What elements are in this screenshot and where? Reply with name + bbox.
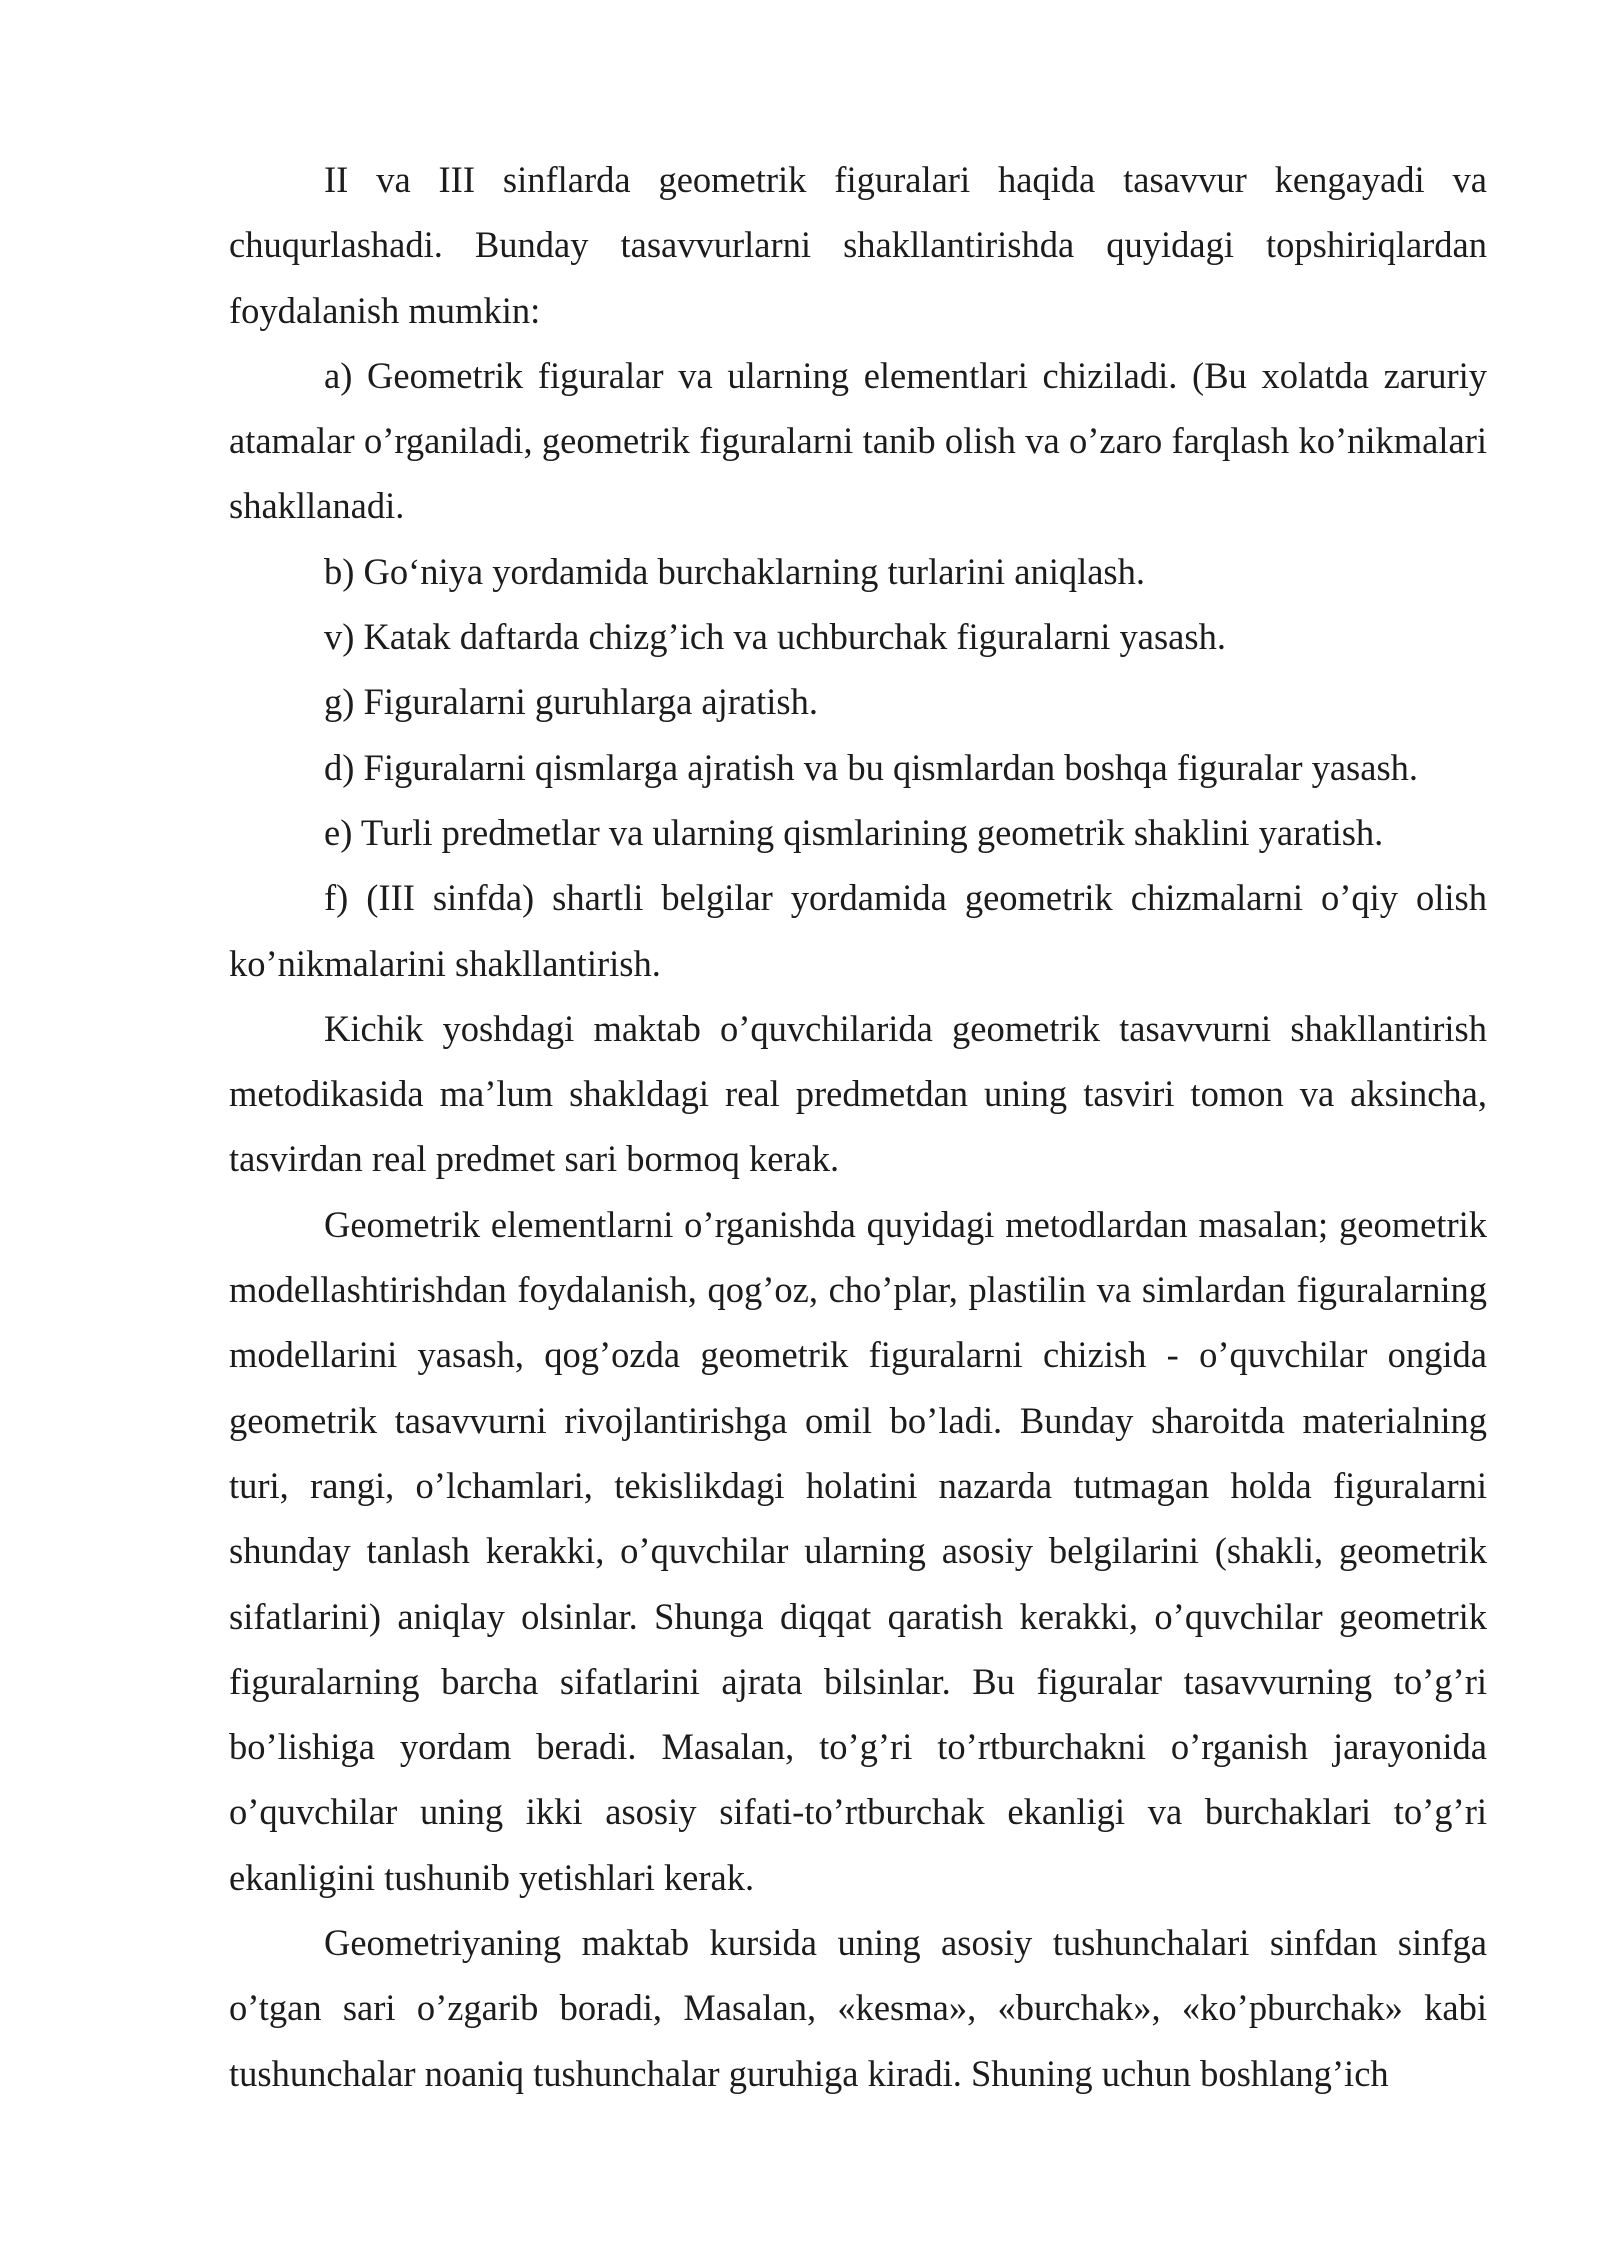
list-item-e: e) Turli predmetlar va ularning qismlarining geometrik shaklini yaratish. <box>324 811 1384 853</box>
paragraph-school-course: Geometriyaning maktab kursida uning asosiy tushunchalari sinfdan sinfga o’tgan sari o’zgarib boradi, Masalan, «kesma», «burchak», «ko’pburchak» kabi tushunchalar noaniq tushunchalar guruhiga kiradi. Shuning uchun boshlang’ich <box>229 1922 1487 2094</box>
list-item-a: a) Geometrik figuralar va ularning elementlari chiziladi. (Bu xolatda zaruriy atamalar o’rganiladi, geometrik figuralarni tanib olish va o’zaro farqlash ko’nikmalari shakllanadi. <box>229 354 1487 527</box>
list-item-v: v) Katak daftarda chizg’ich va uchburchak figuralarni yasash. <box>324 616 1226 658</box>
list-item-d: d) Figuralarni qismlarga ajratish va bu qismlardan boshqa figuralar yasash. <box>324 746 1419 788</box>
list-item-g: g) Figuralarni guruhlarga ajratish. <box>324 681 818 723</box>
list-item-b: b) Go‘niya yordamida burchaklarning turlarini aniqlash. <box>324 550 1146 592</box>
paragraph-geometric-elements: Geometrik elementlarni o’rganishda quyidagi metodlardan masalan; geometrik modellashtirishdan foydalanish, qog’oz, cho’plar, plastilin va simlardan figuralarning modellarini yasash, qog’ozda geometrik figuralarni chizish - o’quvchilar ongida geometrik tasavvurni rivojlantirishga omil bo’ladi. Bunday sharoitda materialning turi, rangi, o’lchamlari, tekislikdagi holatini nazarda tutmagan holda figuralarni shunday tanlash kerakki, o’quvchilar ularning asosiy belgilarini (shakli, geometrik sifatlarini) aniqlay olsinlar. Shunga diqqat qaratish kerakki, o’quvchilar geometrik figuralarning barcha sifatlarini ajrata bilsinlar. Bu figuralar tasavvurning to’g’ri bo’lishiga yordam beradi. Masalan, to’g’ri to’rtburchakni o’rganish jarayonida o’quvchilar uning ikki asosiy sifati-to’rtburchak ekanligi va burchaklari to’g’ri ekanligini tushunib yetishlari kerak. <box>229 1203 1487 1898</box>
list-item-f: f) (III sinfda) shartli belgilar yordamida geometrik chizmalarni o’qiy olish ko’nikmalarini shakllantirish. <box>229 877 1487 984</box>
paragraph-methodology: Kichik yoshdagi maktab o’quvchilarida geometrik tasavvurni shakllantirish metodikasida ma’lum shakldagi real predmetdan uning tasviri tomon va aksincha, tasvirdan real predmet sari bormoq kerak. <box>229 1007 1487 1180</box>
document-page <box>229 147 1487 2106</box>
paragraph-intro: II va III sinflarda geometrik figuralari haqida tasavvur kengayadi va chuqurlashadi. Bunday tasavvurlarni shakllantirishda quyidagi topshiriqlardan foydalanish mumkin: <box>229 159 1487 331</box>
